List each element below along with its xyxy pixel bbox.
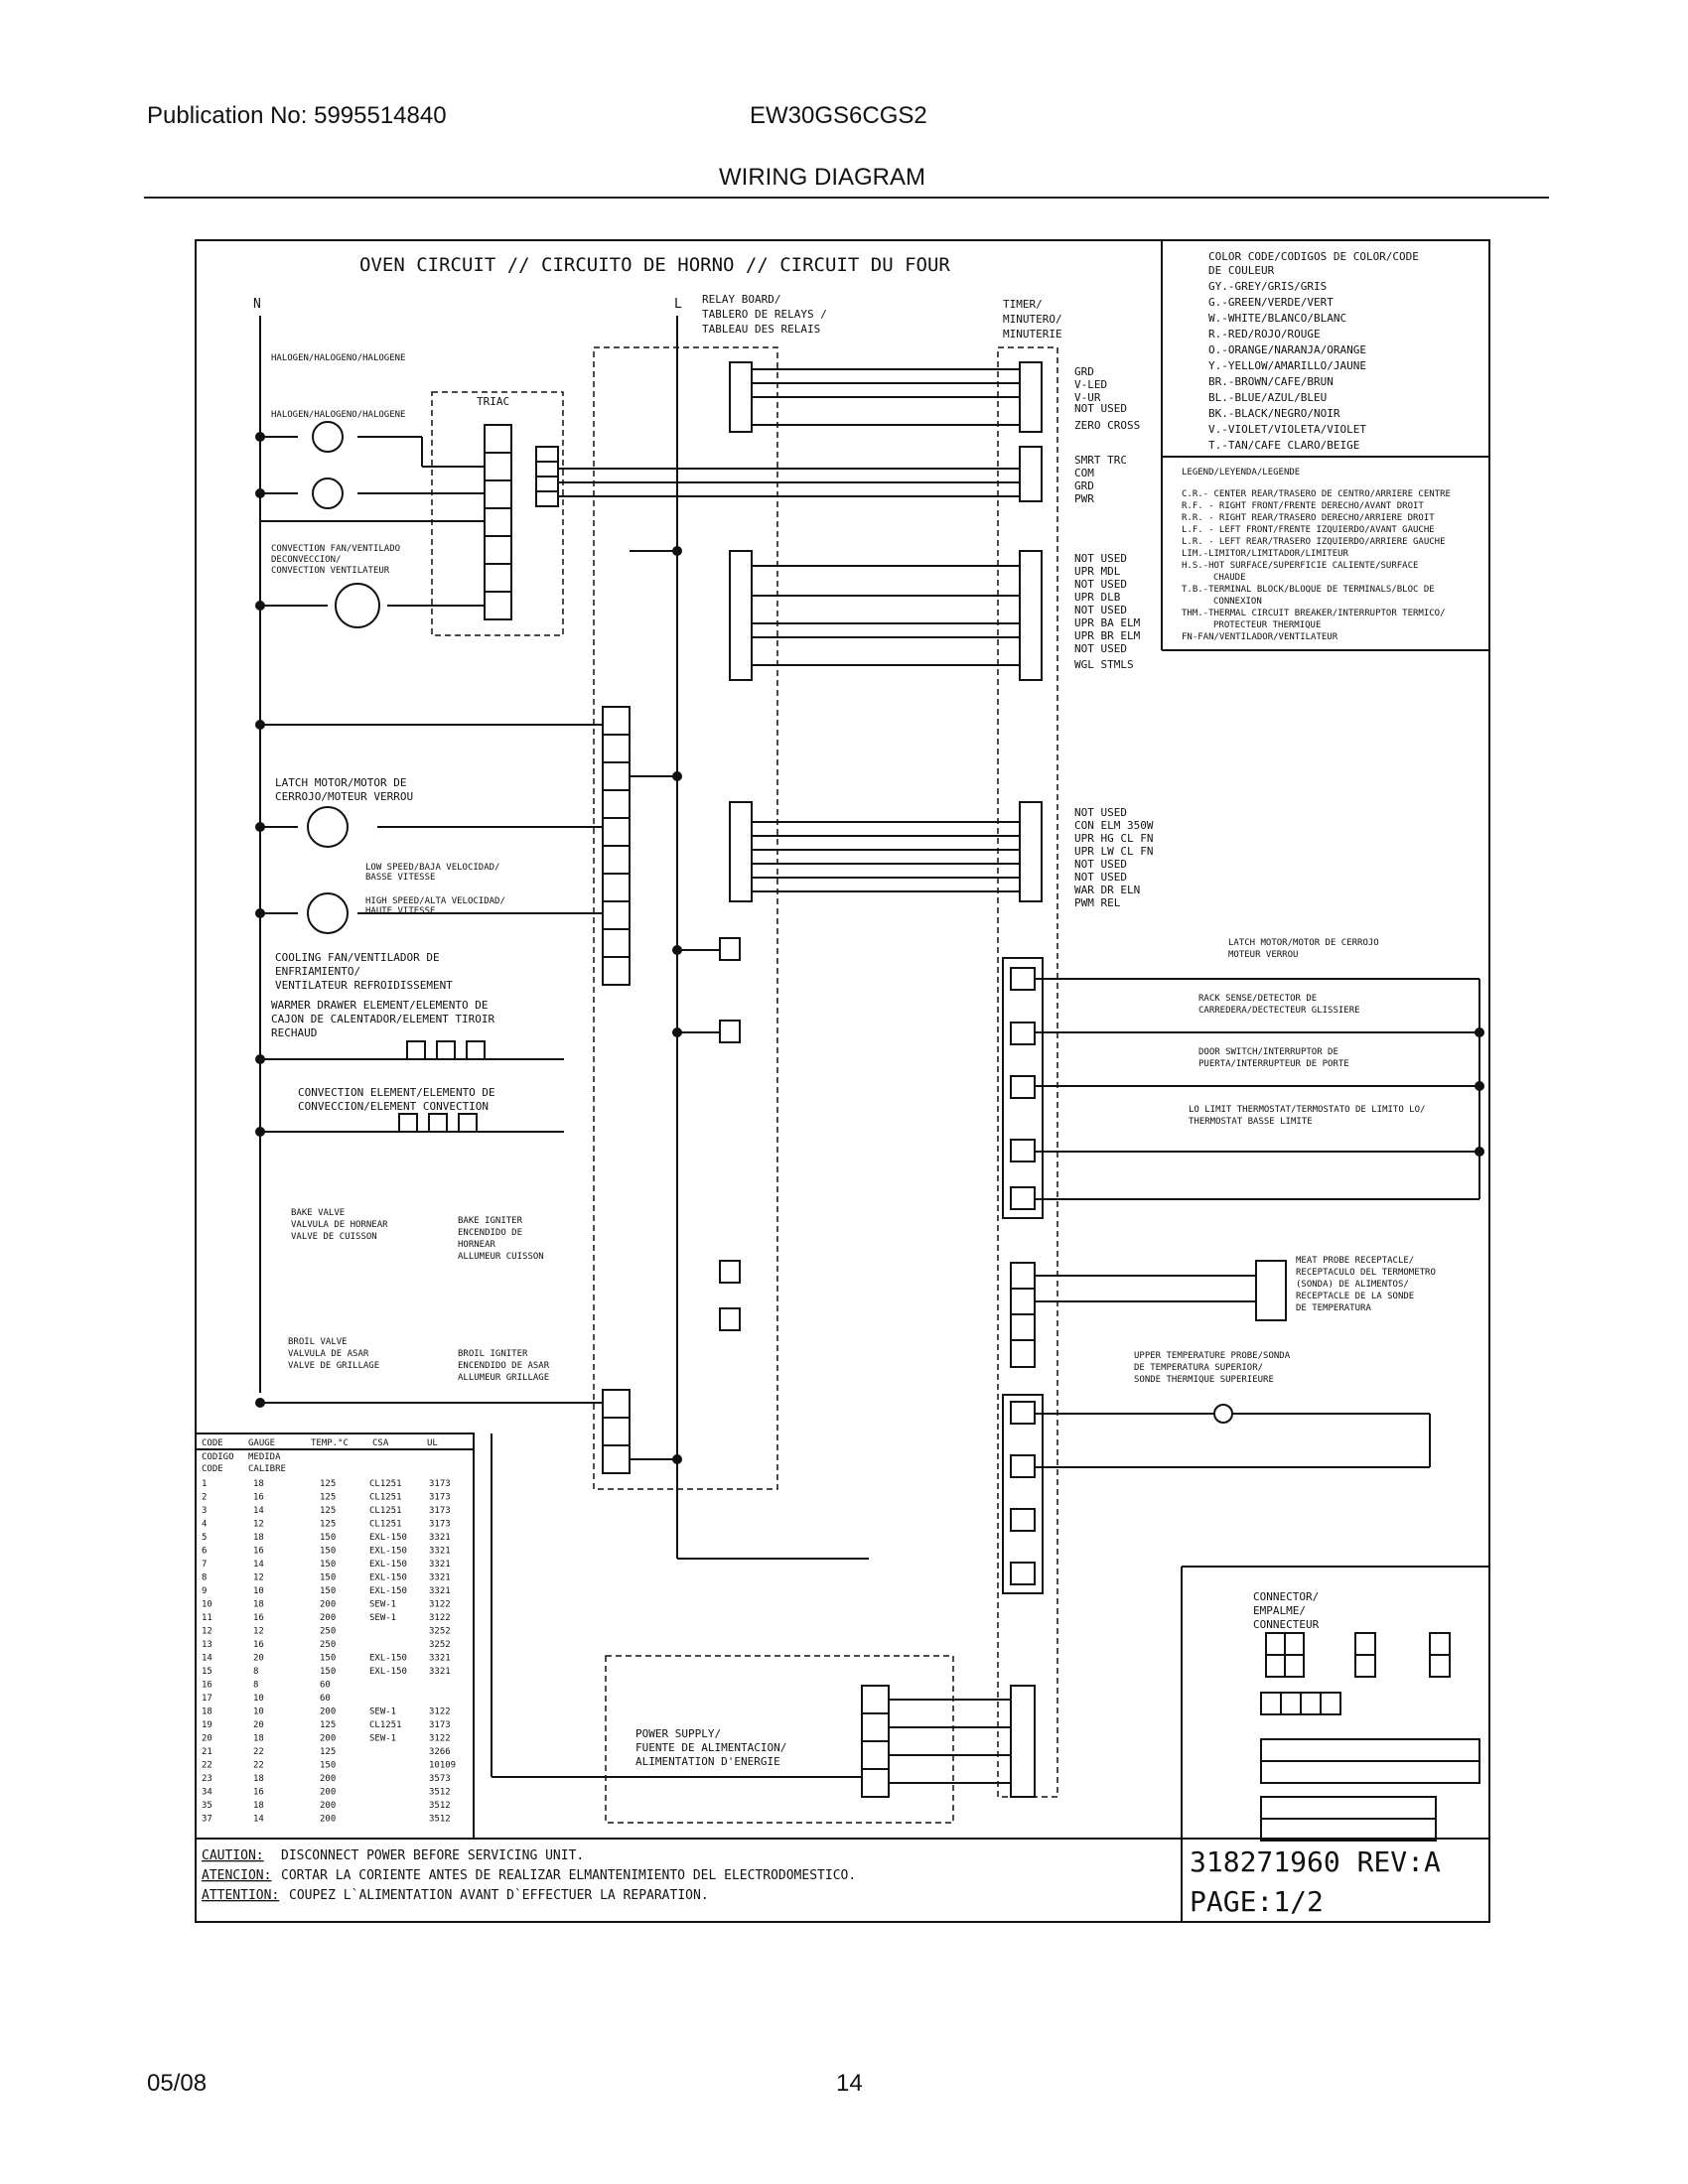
gauge-table-cell: 3252 [429, 1640, 451, 1650]
gauge-header-temp: TEMP.°C [311, 1438, 349, 1448]
halogen-lamp-2 [313, 478, 343, 508]
convection-element [387, 1114, 477, 1132]
broil-igniter-3: ALLUMEUR GRILLAGE [458, 1373, 550, 1383]
bake-valve-3: VALVE DE CUISSON [291, 1232, 377, 1242]
gauge-table-cell: 125 [320, 1519, 337, 1530]
upper-probe-1: UPPER TEMPERATURE PROBE/SONDA [1134, 1351, 1291, 1361]
p2-label-1: SMRT TRC [1074, 454, 1127, 467]
relay-board-line-1: RELAY BOARD/ [702, 293, 781, 306]
legend-item-2: R.F. - RIGHT FRONT/FRENTE DERECHO/AVANT DROIT [1182, 501, 1424, 511]
cooling-fan-motor [308, 893, 348, 933]
neutral-label: N [253, 297, 261, 312]
gauge-table-cell: CL1251 [369, 1506, 402, 1516]
caution-fr-text: COUPEZ L`ALIMENTATION AVANT D`EFFECTUER LA REPARATION. [289, 1888, 709, 1903]
gauge-table-cell: SEW-1 [369, 1733, 397, 1744]
gauge-table-cell: 18 [253, 1479, 264, 1489]
color-code-item-4: R.-RED/ROJO/ROUGE [1208, 328, 1321, 341]
gauge-table-cell: 3173 [429, 1519, 451, 1530]
gauge-header3-a: CODE [202, 1464, 223, 1474]
low-speed-1: LOW SPEED/BAJA VELOCIDAD/ [365, 863, 500, 873]
gauge-table-cell: 22 [253, 1760, 264, 1771]
gauge-table-cell: 125 [320, 1479, 337, 1489]
p9-label-7: UPR BR ELM [1074, 629, 1141, 642]
legend-item-7: H.S.-HOT SURFACE/SUPERFICIE CALIENTE/SURFACE [1182, 561, 1419, 571]
gauge-table-cell: EXL-150 [369, 1572, 407, 1583]
gauge-table-cell: 14 [253, 1560, 264, 1570]
bake-valve-1: BAKE VALVE [291, 1208, 346, 1218]
gauge-table-cell: EXL-150 [369, 1560, 407, 1570]
gauge-table-cell: 14 [253, 1814, 264, 1825]
gauge-table-cell: 12 [253, 1519, 264, 1530]
gauge-table-cell: 35 [202, 1801, 212, 1811]
gauge-table-cell: 20 [253, 1653, 264, 1664]
gauge-table-cell: EXL-150 [369, 1653, 407, 1664]
legend-title: LEGEND/LEYENDA/LEGENDE [1182, 468, 1301, 478]
low-speed-2: BASSE VITESSE [365, 873, 436, 883]
p16-label-3: V-UR [1074, 391, 1101, 404]
gauge-table-cell: 150 [320, 1560, 337, 1570]
gauge-table-cell: 3173 [429, 1720, 451, 1730]
gauge-table-cell: 10 [202, 1599, 212, 1610]
gauge-table-cell: 3122 [429, 1599, 451, 1610]
convection-fan-3: CONVECTION VENTILATEUR [271, 566, 390, 576]
gauge-header-gauge: GAUGE [248, 1438, 276, 1448]
gauge-table-cell: 3512 [429, 1787, 451, 1798]
lo-limit-2: THERMOSTAT BASSE LIMITE [1189, 1117, 1313, 1127]
halogen-label-2: HALOGEN/HALOGENO/HALOGENE [271, 410, 406, 420]
gauge-table-cell: 11 [202, 1613, 212, 1623]
gauge-table-cell: 3122 [429, 1706, 451, 1717]
connector-title-1: CONNECTOR/ [1253, 1590, 1320, 1603]
gauge-table-cell: 13 [202, 1640, 212, 1650]
bake-valve-2: VALVULA DE HORNEAR [291, 1220, 388, 1230]
gauge-table-cell: 3573 [429, 1774, 451, 1784]
gauge-table-cell: SEW-1 [369, 1706, 397, 1717]
model-number: EW30GS6CGS2 [750, 102, 927, 129]
gauge-table-cell: 7 [202, 1560, 208, 1570]
gauge-table-cell: 10109 [429, 1760, 457, 1771]
broil-valve-2: VALVULA DE ASAR [288, 1349, 369, 1359]
gauge-table-cell: 22 [253, 1747, 264, 1757]
line-label: L [674, 297, 682, 312]
color-code-item-3: W.-WHITE/BLANCO/BLANC [1208, 312, 1347, 325]
rack-switch-1: RACK SENSE/DETECTOR DE [1198, 994, 1318, 1004]
gauge-table-cell: 250 [320, 1626, 337, 1637]
p13-label-1: NOT USED [1074, 806, 1127, 819]
convection-fan-motor [336, 584, 379, 627]
gauge-table-cell: 18 [253, 1599, 264, 1610]
p9-label-6: UPR BA ELM [1074, 616, 1141, 629]
gauge-table-cell: 200 [320, 1706, 337, 1717]
gauge-table-cell: 125 [320, 1492, 337, 1503]
meat-probe-2: RECEPTACULO DEL TERMOMETRO [1296, 1268, 1436, 1278]
lo-limit-1: LO LIMIT THERMOSTAT/TERMOSTATO DE LIMITO LO/ [1189, 1105, 1426, 1115]
broil-igniter-1: BROIL IGNITER [458, 1349, 528, 1359]
gauge-table-cell: 6 [202, 1546, 208, 1557]
caution-en-label: CAUTION: [202, 1848, 264, 1863]
p16-label-2: V-LED [1074, 378, 1108, 391]
gauge-header3-b: CALIBRE [248, 1464, 286, 1474]
gauge-table-cell: 3512 [429, 1814, 451, 1825]
section-title: WIRING DIAGRAM [719, 164, 925, 191]
gauge-table-cell: 150 [320, 1572, 337, 1583]
bake-igniter-1: BAKE IGNITER [458, 1216, 523, 1226]
gauge-header-csa: CSA [372, 1438, 389, 1448]
gauge-table-cell: CL1251 [369, 1519, 402, 1530]
upper-probe-3: SONDE THERMIQUE SUPERIEURE [1134, 1375, 1274, 1385]
color-code-item-7: BR.-BROWN/CAFE/BRUN [1208, 375, 1334, 388]
gauge-table-cell: 60 [320, 1694, 331, 1704]
p9-label-2: UPR MDL [1074, 565, 1121, 578]
gauge-table-cell: 37 [202, 1814, 212, 1825]
gauge-table-cell: 3173 [429, 1479, 451, 1489]
gauge-header2-b: MEDIDA [248, 1452, 281, 1462]
rack-switch-2: CARREDERA/DECTECTEUR GLISSIERE [1198, 1006, 1360, 1016]
gauge-table-cell: 150 [320, 1546, 337, 1557]
relay-board-line-3: TABLEAU DES RELAIS [702, 323, 821, 336]
gauge-header-code: CODE [202, 1438, 223, 1448]
gauge-table-cell: SEW-1 [369, 1613, 397, 1623]
gauge-table-cell: 16 [253, 1492, 264, 1503]
triac-label: TRIAC [477, 395, 510, 408]
connector-title-3: CONNECTEUR [1253, 1618, 1320, 1631]
gauge-table-cell: 3122 [429, 1733, 451, 1744]
gauge-table-cell: 14 [253, 1506, 264, 1516]
gauge-table-cell: 18 [253, 1774, 264, 1784]
legend-item-13: FN-FAN/VENTILADOR/VENTILATEUR [1182, 632, 1338, 642]
gauge-table-cell: 10 [253, 1586, 264, 1596]
gauge-table-cell: 3321 [429, 1572, 451, 1583]
footer-date: 05/08 [147, 2070, 208, 2097]
p13-label-4: UPR LW CL FN [1074, 845, 1154, 858]
gauge-table-cell: 200 [320, 1814, 337, 1825]
gauge-table-cell: 18 [253, 1801, 264, 1811]
gauge-table-cell: 150 [320, 1653, 337, 1664]
latch-motor [308, 807, 348, 847]
meat-probe-1: MEAT PROBE RECEPTACLE/ [1296, 1256, 1415, 1266]
gauge-table-cell: 23 [202, 1774, 212, 1784]
timer-line-3: MINUTERIE [1003, 328, 1062, 341]
caution-es-label: ATENCION: [202, 1868, 272, 1883]
gauge-table-cell: 14 [202, 1653, 212, 1664]
gauge-table-cell: 12 [253, 1626, 264, 1637]
gauge-table-cell: 3122 [429, 1613, 451, 1623]
color-code-title-2: DE COULEUR [1208, 264, 1275, 277]
color-code-title-1: COLOR CODE/CODIGOS DE COLOR/CODE [1208, 250, 1419, 263]
color-code-item-2: G.-GREEN/VERDE/VERT [1208, 296, 1334, 309]
gauge-table-cell: 8 [253, 1680, 259, 1691]
relay-board-line-2: TABLERO DE RELAYS / [702, 308, 827, 321]
gauge-table-cell: 2 [202, 1492, 208, 1503]
gauge-table-cell: CL1251 [369, 1479, 402, 1489]
timer-line-2: MINUTERO/ [1003, 313, 1062, 326]
timer-line-1: TIMER/ [1003, 298, 1043, 311]
legend-item-10: CONNEXION [1213, 597, 1262, 607]
legend-item-11: THM.-THERMAL CIRCUIT BREAKER/INTERRUPTOR TERMICO/ [1182, 609, 1446, 618]
color-code-item-11: T.-TAN/CAFE CLARO/BEIGE [1208, 439, 1360, 452]
gauge-table-cell: 250 [320, 1640, 337, 1650]
color-code-item-1: GY.-GREY/GRIS/GRIS [1208, 280, 1328, 293]
meat-probe-5: DE TEMPERATURA [1296, 1303, 1371, 1313]
gauge-table-cell: 3321 [429, 1560, 451, 1570]
gauge-table-cell: SEW-1 [369, 1599, 397, 1610]
gauge-table-cell: 200 [320, 1774, 337, 1784]
p9-label-5: NOT USED [1074, 604, 1127, 616]
gauge-table-cell: 3321 [429, 1546, 451, 1557]
cooling-fan-3: VENTILATEUR REFROIDISSEMENT [275, 979, 453, 992]
bake-igniter-4: ALLUMEUR CUISSON [458, 1252, 544, 1262]
latch-switch-1: LATCH MOTOR/MOTOR DE CERROJO [1228, 938, 1379, 948]
gauge-table-cell: 18 [253, 1733, 264, 1744]
gauge-table-cell: 200 [320, 1801, 337, 1811]
broil-valve-1: BROIL VALVE [288, 1337, 348, 1347]
legend-item-5: L.R. - LEFT REAR/TRASERO IZQUIERDO/ARRIERE GAUCHE [1182, 537, 1446, 547]
gauge-table-cell: 4 [202, 1519, 208, 1530]
part-number: 318271960 REV:A [1190, 1845, 1441, 1878]
gauge-table-cell: 15 [202, 1667, 212, 1677]
gauge-table-cell: 18 [202, 1706, 212, 1717]
legend-item-1: C.R.- CENTER REAR/TRASERO DE CENTRO/ARRIERE CENTRE [1182, 489, 1451, 499]
p13-label-5: NOT USED [1074, 858, 1127, 871]
gauge-table-cell: 3266 [429, 1747, 451, 1757]
gauge-table-cell: 60 [320, 1680, 331, 1691]
gauge-table-cell: 16 [253, 1640, 264, 1650]
cooling-fan-2: ENFRIAMIENTO/ [275, 965, 361, 978]
p9-label-1: NOT USED [1074, 552, 1127, 565]
color-code-item-5: O.-ORANGE/NARANJA/ORANGE [1208, 343, 1366, 356]
gauge-table-cell: 21 [202, 1747, 212, 1757]
gauge-header-ul: UL [427, 1438, 438, 1448]
legend-item-3: R.R. - RIGHT REAR/TRASERO DERECHO/ARRIERE DROIT [1182, 513, 1435, 523]
gauge-table-cell: 3321 [429, 1667, 451, 1677]
gauge-table-cell: 16 [202, 1680, 212, 1691]
gauge-table-cell: 1 [202, 1479, 208, 1489]
convection-element-2: CONVECCION/ELEMENT CONVECTION [298, 1100, 490, 1113]
gauge-table-cell: 19 [202, 1720, 212, 1730]
meat-probe-4: RECEPTACLE DE LA SONDE [1296, 1292, 1415, 1301]
cooling-fan-1: COOLING FAN/VENTILADOR DE [275, 951, 440, 964]
gauge-table-cell: 17 [202, 1694, 212, 1704]
power-supply-2: FUENTE DE ALIMENTACION/ [635, 1741, 787, 1754]
gauge-table-cell: 3252 [429, 1626, 451, 1637]
gauge-table-cell: EXL-150 [369, 1533, 407, 1543]
high-speed-2: HAUTE VITESSE [365, 906, 436, 916]
latch-motor-2: CERROJO/MOTEUR VERROU [275, 790, 414, 803]
footer-page-number: 14 [836, 2070, 863, 2097]
legend-item-4: L.F. - LEFT FRONT/FRENTE IZQUIERDO/AVANT GAUCHE [1182, 525, 1435, 535]
warmer-drawer-element [395, 1041, 496, 1059]
p16-label-1: GRD [1074, 365, 1094, 378]
convection-fan-1: CONVECTION FAN/VENTILADO [271, 544, 401, 554]
gauge-table-cell: 16 [253, 1613, 264, 1623]
p13-label-6: NOT USED [1074, 871, 1127, 884]
power-supply-1: POWER SUPPLY/ [635, 1727, 722, 1740]
warmer-drawer-3: RECHAUD [271, 1026, 318, 1039]
p13-label-8: PWM REL [1074, 896, 1121, 909]
gauge-table-cell: 8 [202, 1572, 208, 1583]
gauge-table-cell: 3 [202, 1506, 208, 1516]
caution-en-text: DISCONNECT POWER BEFORE SERVICING UNIT. [281, 1848, 585, 1863]
gauge-table-rows [202, 1479, 456, 1825]
gauge-table-cell: 10 [253, 1706, 264, 1717]
p2-label-4: PWR [1074, 492, 1094, 505]
p9-label-4: UPR DLB [1074, 591, 1121, 604]
gauge-table-cell: 16 [253, 1546, 264, 1557]
p13-label-3: UPR HG CL FN [1074, 832, 1154, 845]
gauge-table-cell: 150 [320, 1667, 337, 1677]
publication-number: Publication No: 5995514840 [147, 102, 447, 129]
gauge-table-cell: 5 [202, 1533, 208, 1543]
p16-label-4: NOT USED [1074, 402, 1127, 415]
gauge-table-cell: 3173 [429, 1506, 451, 1516]
gauge-table-cell: 12 [202, 1626, 212, 1637]
halogen-lamp-1 [313, 422, 343, 452]
gauge-table-cell: 18 [253, 1533, 264, 1543]
gauge-table-cell: EXL-150 [369, 1667, 407, 1677]
p9-label-8: NOT USED [1074, 642, 1127, 655]
gauge-table-cell: 125 [320, 1747, 337, 1757]
bake-igniter-3: HORNEAR [458, 1240, 495, 1250]
color-code-item-9: BK.-BLACK/NEGRO/NOIR [1208, 407, 1340, 420]
gauge-table-cell: 10 [253, 1694, 264, 1704]
legend-item-12: PROTECTEUR THERMIQUE [1213, 620, 1322, 630]
latch-switch-2: MOTEUR VERROU [1228, 950, 1299, 960]
gauge-table-cell: 3512 [429, 1801, 451, 1811]
p2-label-2: COM [1074, 467, 1094, 479]
broil-igniter-2: ENCENDIDO DE ASAR [458, 1361, 550, 1371]
legend-item-8: CHAUDE [1213, 573, 1246, 583]
latch-motor-1: LATCH MOTOR/MOTOR DE [275, 776, 407, 789]
p13-label-7: WAR DR ELN [1074, 884, 1141, 896]
upper-probe-2: DE TEMPERATURA SUPERIOR/ [1134, 1363, 1264, 1373]
gauge-table-cell: 3321 [429, 1533, 451, 1543]
gauge-table-cell: 3321 [429, 1653, 451, 1664]
legend-item-6: LIM.-LIMITOR/LIMITADOR/LIMITEUR [1182, 549, 1348, 559]
gauge-table-cell: 3173 [429, 1492, 451, 1503]
page-indicator: PAGE:1/2 [1190, 1885, 1324, 1918]
door-switch-1: DOOR SWITCH/INTERRUPTOR DE [1198, 1047, 1338, 1057]
gauge-table-cell: 3321 [429, 1586, 451, 1596]
gauge-table-cell: EXL-150 [369, 1586, 407, 1596]
caution-es-text: CORTAR LA CORIENTE ANTES DE REALIZAR ELMANTENIMIENTO DEL ELECTRODOMESTICO. [281, 1868, 857, 1883]
p9-label-3: NOT USED [1074, 578, 1127, 591]
connector-title-2: EMPALME/ [1253, 1604, 1306, 1617]
gauge-table-cell: 16 [253, 1787, 264, 1798]
door-switch-2: PUERTA/INTERRUPTEUR DE PORTE [1198, 1059, 1349, 1069]
gauge-table-cell: 150 [320, 1760, 337, 1771]
gauge-table-cell: 8 [253, 1667, 259, 1677]
p13-label-2: CON ELM 350W [1074, 819, 1154, 832]
gauge-table-cell: 125 [320, 1506, 337, 1516]
meat-probe-3: (SONDA) DE ALIMENTOS/ [1296, 1280, 1409, 1290]
warmer-drawer-2: CAJON DE CALENTADOR/ELEMENT TIROIR [271, 1013, 495, 1025]
color-code-item-10: V.-VIOLET/VIOLETA/VIOLET [1208, 423, 1366, 436]
gauge-table-cell: 150 [320, 1533, 337, 1543]
bake-igniter-2: ENCENDIDO DE [458, 1228, 523, 1238]
p16-label-5: ZERO CROSS [1074, 419, 1141, 432]
diagram-title: OVEN CIRCUIT // CIRCUITO DE HORNO // CIRCUIT DU FOUR [359, 254, 950, 276]
convection-fan-2: DECONVECCION/ [271, 555, 342, 565]
gauge-table-cell: 22 [202, 1760, 212, 1771]
gauge-table-cell: 12 [253, 1572, 264, 1583]
gauge-table-cell: CL1251 [369, 1492, 402, 1503]
power-supply-3: ALIMENTATION D'ENERGIE [635, 1755, 780, 1768]
color-code-item-8: BL.-BLUE/AZUL/BLEU [1208, 391, 1328, 404]
gauge-header2-a: CODIGO [202, 1452, 234, 1462]
caution-fr-label: ATTENTION: [202, 1888, 280, 1903]
halogen-label-1: HALOGEN/HALOGENO/HALOGENE [271, 353, 406, 363]
legend-item-9: T.B.-TERMINAL BLOCK/BLOQUE DE TERMINALS/BLOC DE [1182, 585, 1435, 595]
color-code-item-6: Y.-YELLOW/AMARILLO/JAUNE [1208, 359, 1366, 372]
convection-element-1: CONVECTION ELEMENT/ELEMENTO DE [298, 1086, 495, 1099]
p2-label-3: GRD [1074, 479, 1094, 492]
warmer-drawer-1: WARMER DRAWER ELEMENT/ELEMENTO DE [271, 999, 489, 1012]
gauge-table-cell: 150 [320, 1586, 337, 1596]
high-speed-1: HIGH SPEED/ALTA VELOCIDAD/ [365, 896, 505, 906]
broil-valve-3: VALVE DE GRILLAGE [288, 1361, 380, 1371]
gauge-table-cell: CL1251 [369, 1720, 402, 1730]
gauge-table-cell: 125 [320, 1720, 337, 1730]
gauge-table-cell: EXL-150 [369, 1546, 407, 1557]
gauge-table-cell: 200 [320, 1733, 337, 1744]
gauge-table-cell: 200 [320, 1787, 337, 1798]
gauge-table-cell: 34 [202, 1787, 212, 1798]
p9-label-9: WGL STMLS [1074, 658, 1134, 671]
gauge-table-cell: 9 [202, 1586, 208, 1596]
gauge-table-cell: 200 [320, 1599, 337, 1610]
gauge-table-cell: 200 [320, 1613, 337, 1623]
gauge-table-cell: 20 [253, 1720, 264, 1730]
gauge-table-cell: 20 [202, 1733, 212, 1744]
